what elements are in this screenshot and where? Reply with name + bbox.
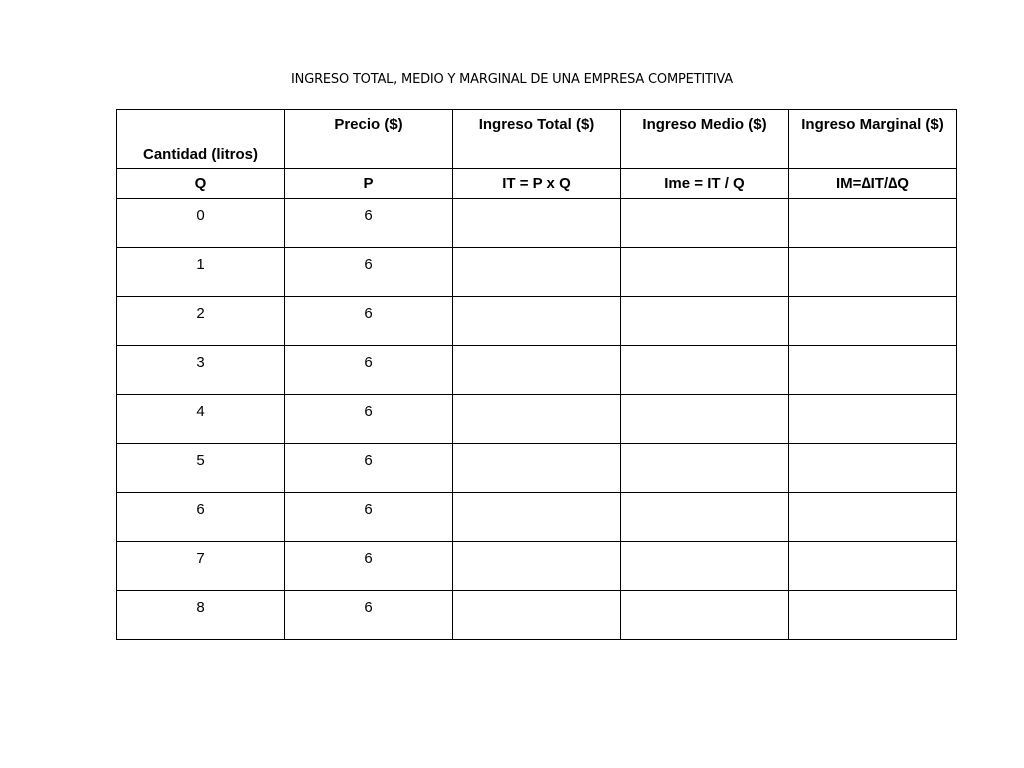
cell-quantity: 7 [117, 542, 285, 591]
cell-quantity: 3 [117, 346, 285, 395]
cell-average-revenue [621, 542, 789, 591]
header-average-revenue: Ingreso Medio ($) [621, 110, 789, 169]
table-header-row [117, 110, 957, 169]
table-row [117, 346, 957, 395]
revenue-table [116, 109, 957, 640]
cell-price: 6 [285, 199, 453, 248]
cell-total-revenue [453, 199, 621, 248]
cell-total-revenue [453, 444, 621, 493]
cell-average-revenue [621, 493, 789, 542]
cell-average-revenue [621, 395, 789, 444]
formula-price: P [285, 169, 453, 199]
cell-price: 6 [285, 542, 453, 591]
cell-average-revenue [621, 444, 789, 493]
cell-quantity: 6 [117, 493, 285, 542]
table-row [117, 199, 957, 248]
cell-total-revenue [453, 591, 621, 640]
cell-price: 6 [285, 346, 453, 395]
cell-price: 6 [285, 297, 453, 346]
cell-price: 6 [285, 248, 453, 297]
cell-total-revenue [453, 395, 621, 444]
cell-price: 6 [285, 591, 453, 640]
cell-marginal-revenue [789, 493, 957, 542]
cell-marginal-revenue [789, 297, 957, 346]
formula-total-revenue: IT = P x Q [453, 169, 621, 199]
cell-average-revenue [621, 346, 789, 395]
cell-total-revenue [453, 248, 621, 297]
cell-total-revenue [453, 297, 621, 346]
cell-average-revenue [621, 591, 789, 640]
formula-average-revenue: Ime = IT / Q [621, 169, 789, 199]
formula-quantity: Q [117, 169, 285, 199]
page-title: INGRESO TOTAL, MEDIO Y MARGINAL DE UNA EMPRESA COMPETITIVA [291, 72, 733, 87]
cell-price: 6 [285, 395, 453, 444]
cell-average-revenue [621, 297, 789, 346]
table-row [117, 444, 957, 493]
cell-quantity: 0 [117, 199, 285, 248]
cell-marginal-revenue [789, 542, 957, 591]
cell-marginal-revenue [789, 395, 957, 444]
header-quantity: Cantidad (litros) [117, 110, 285, 169]
table-row [117, 591, 957, 640]
cell-average-revenue [621, 248, 789, 297]
header-price: Precio ($) [285, 110, 453, 169]
cell-quantity: 4 [117, 395, 285, 444]
cell-total-revenue [453, 542, 621, 591]
cell-total-revenue [453, 493, 621, 542]
cell-average-revenue [621, 199, 789, 248]
cell-marginal-revenue [789, 248, 957, 297]
cell-marginal-revenue [789, 199, 957, 248]
cell-quantity: 8 [117, 591, 285, 640]
table-row [117, 493, 957, 542]
cell-marginal-revenue [789, 591, 957, 640]
cell-total-revenue [453, 346, 621, 395]
cell-quantity: 1 [117, 248, 285, 297]
cell-quantity: 2 [117, 297, 285, 346]
table-row [117, 297, 957, 346]
header-total-revenue: Ingreso Total ($) [453, 110, 621, 169]
cell-marginal-revenue [789, 444, 957, 493]
cell-price: 6 [285, 493, 453, 542]
table-formula-row [117, 169, 957, 199]
cell-quantity: 5 [117, 444, 285, 493]
header-marginal-revenue: Ingreso Marginal ($) [789, 110, 957, 169]
table-row [117, 248, 957, 297]
formula-marginal-revenue: IM=∆IT/∆Q [789, 169, 957, 199]
table-row [117, 542, 957, 591]
table-row [117, 395, 957, 444]
cell-price: 6 [285, 444, 453, 493]
cell-marginal-revenue [789, 346, 957, 395]
